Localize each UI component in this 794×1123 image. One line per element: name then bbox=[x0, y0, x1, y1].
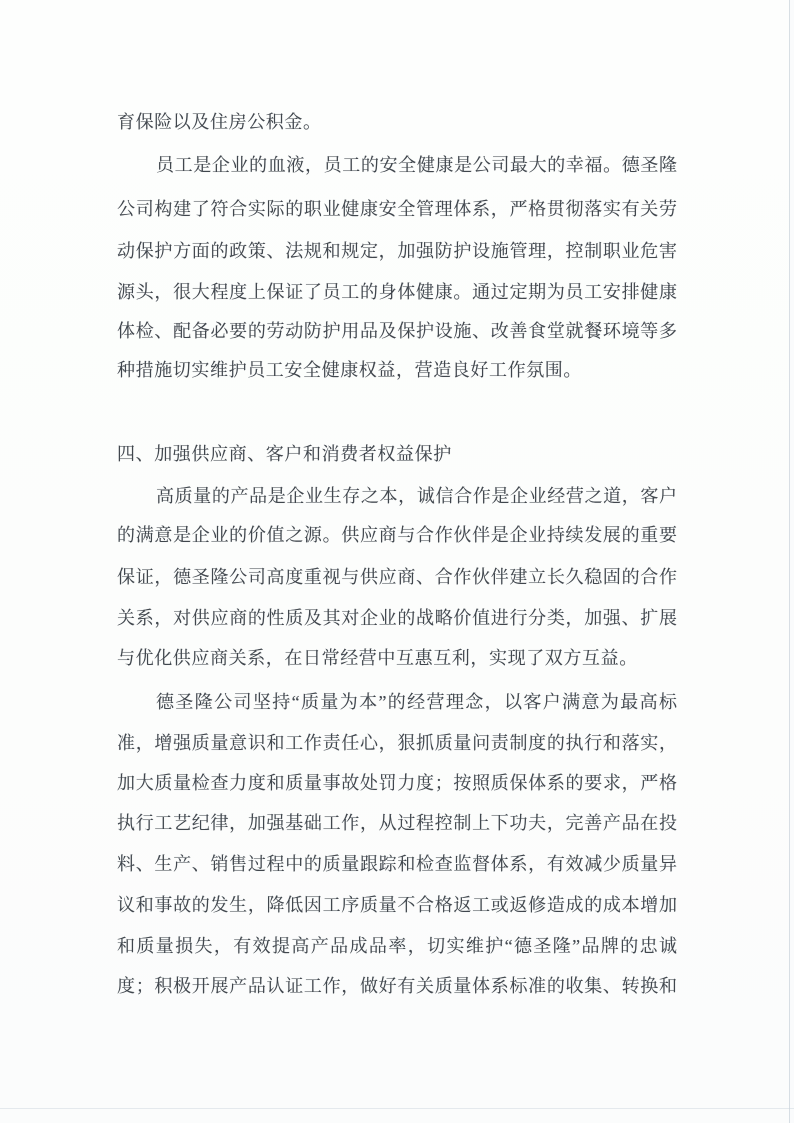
text-line: 加大质量检查力度和质量事故处罚力度；按照质保体系的要求，严格 bbox=[117, 773, 677, 793]
scan-edge-horizontal-line bbox=[0, 1108, 794, 1109]
text-line: 关系，对供应商的性质及其对企业的战略价值进行分类，加强、扩展 bbox=[117, 608, 677, 628]
text-line: 执行工艺纪律，加强基础工作，从过程控制上下功夫，完善产品在投 bbox=[117, 813, 677, 833]
text-line: 种措施切实维护员工安全健康权益，营造良好工作氛围。 bbox=[117, 360, 582, 380]
text-line: 料、生产、销售过程中的质量跟踪和检查监督体系，有效减少质量异 bbox=[117, 854, 677, 874]
text-line: 公司构建了符合实际的职业健康安全管理体系，严格贯彻落实有关劳 bbox=[117, 199, 677, 219]
text-line: 员工是企业的血液，员工的安全健康是公司最大的幸福。德圣隆 bbox=[156, 155, 677, 175]
text-line: 的满意是企业的价值之源。供应商与合作伙伴是企业持续发展的重要 bbox=[117, 525, 677, 545]
text-line: 准，增强质量意识和工作责任心，狠抓质量问责制度的执行和落实， bbox=[117, 733, 677, 753]
scan-edge-vertical-line bbox=[789, 0, 790, 1123]
text-line: 德圣隆公司坚持“质量为本”的经营理念，以客户满意为最高标 bbox=[156, 692, 677, 712]
text-line: 动保护方面的政策、法规和规定，加强防护设施管理，控制职业危害 bbox=[117, 241, 677, 261]
text-line: 源头，很大程度上保证了员工的身体健康。通过定期为员工安排健康 bbox=[117, 282, 677, 302]
text-line: 议和事故的发生，降低因工序质量不合格返工或返修造成的成本增加 bbox=[117, 895, 677, 915]
text-line: 和质量损失，有效提高产品成品率，切实维护“德圣隆”品牌的忠诚 bbox=[117, 936, 677, 956]
text-line: 育保险以及住房公积金。 bbox=[117, 112, 322, 132]
text-line: 保证，德圣隆公司高度重视与供应商、合作伙伴建立长久稳固的合作 bbox=[117, 567, 677, 587]
section-heading: 四、加强供应商、客户和消费者权益保护 bbox=[117, 444, 452, 464]
text-line: 与优化供应商关系，在日常经营中互惠互利，实现了双方互益。 bbox=[117, 648, 638, 668]
scanner-right-margin bbox=[790, 0, 794, 1123]
text-line: 高质量的产品是企业生存之本，诚信合作是企业经营之道，客户 bbox=[156, 486, 677, 506]
text-line: 度；积极开展产品认证工作，做好有关质量体系标准的收集、转换和 bbox=[117, 976, 677, 996]
text-line: 体检、配备必要的劳动防护用品及保护设施、改善食堂就餐环境等多 bbox=[117, 321, 677, 341]
